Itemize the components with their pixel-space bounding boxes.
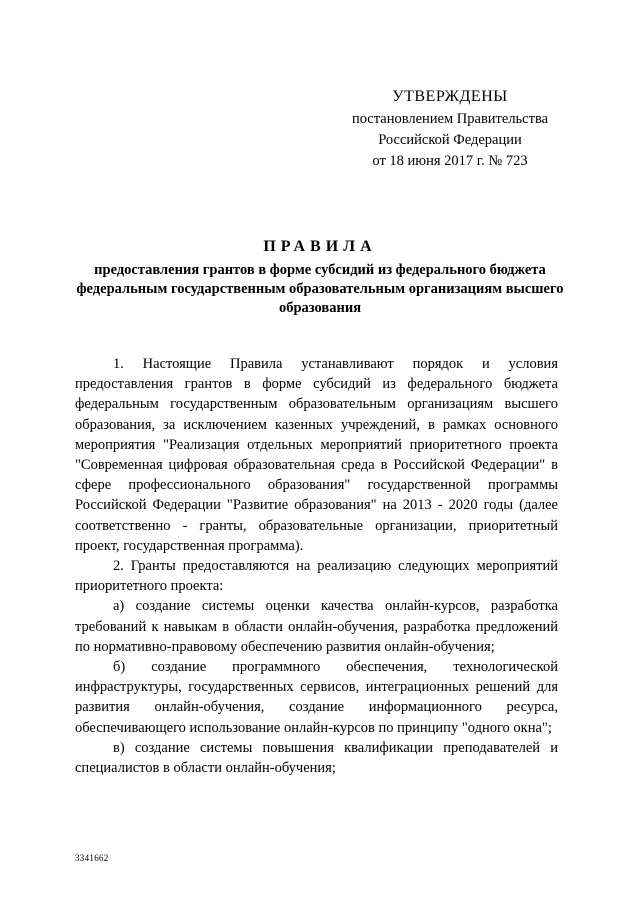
document-id: 3341662	[75, 853, 109, 863]
paragraph-2a: а) создание системы оценки качества онлайн-курсов, разработка требований к навыкам в области онлайн-обучения, разработка предложений по нормативно-правовому обеспечению развития онлайн-обучения;	[75, 598, 558, 655]
approval-line-1: постановлением Правительства	[351, 111, 549, 127]
paragraph-1: 1. Настоящие Правила устанавливают порядок и условия предоставления грантов в форме субсидий из федерального бюджета федеральным государственным образовательным организациям высшего образования, за исключением казенных учреждений, в рамках основного мероприятия "Реализация отдельных мероприятий приоритетного проекта "Современная цифровая образовательная среда в Российской Федерации" в сфере профессионального образования" государственной программы Российской Федерации "Развитие образования" на 2013 - 2020 годы (далее соответственно - гранты, образовательные организации, приоритетный проект, государственная программа).	[75, 356, 558, 554]
document-subheading: предоставления грантов в форме субсидий из федерального бюджета федеральным государственным образовательным организациям высшего образования	[76, 262, 564, 316]
paragraph-2: 2. Гранты предоставляются на реализацию следующих мероприятий приоритетного проекта:	[75, 558, 558, 595]
approval-block	[340, 86, 560, 172]
document-heading: ПРАВИЛА	[263, 238, 377, 255]
approval-line-2: Российской Федерации	[378, 132, 522, 148]
paragraph-2b: б) создание программного обеспечения, технологической инфраструктуры, государственных сервисов, интеграционных решений для развития онлайн-обучения, создание информационного ресурса, обеспечивающего использование онлайн-курсов по принципу "одного окна";	[75, 659, 558, 736]
approval-title: УТВЕРЖДЕНЫ	[392, 88, 508, 105]
document-body	[75, 354, 558, 778]
approval-line-3: от 18 июня 2017 г. № 723	[372, 153, 528, 169]
paragraph-2c: в) создание системы повышения квалификации преподавателей и специалистов в области онлайн-обучения;	[75, 739, 558, 777]
